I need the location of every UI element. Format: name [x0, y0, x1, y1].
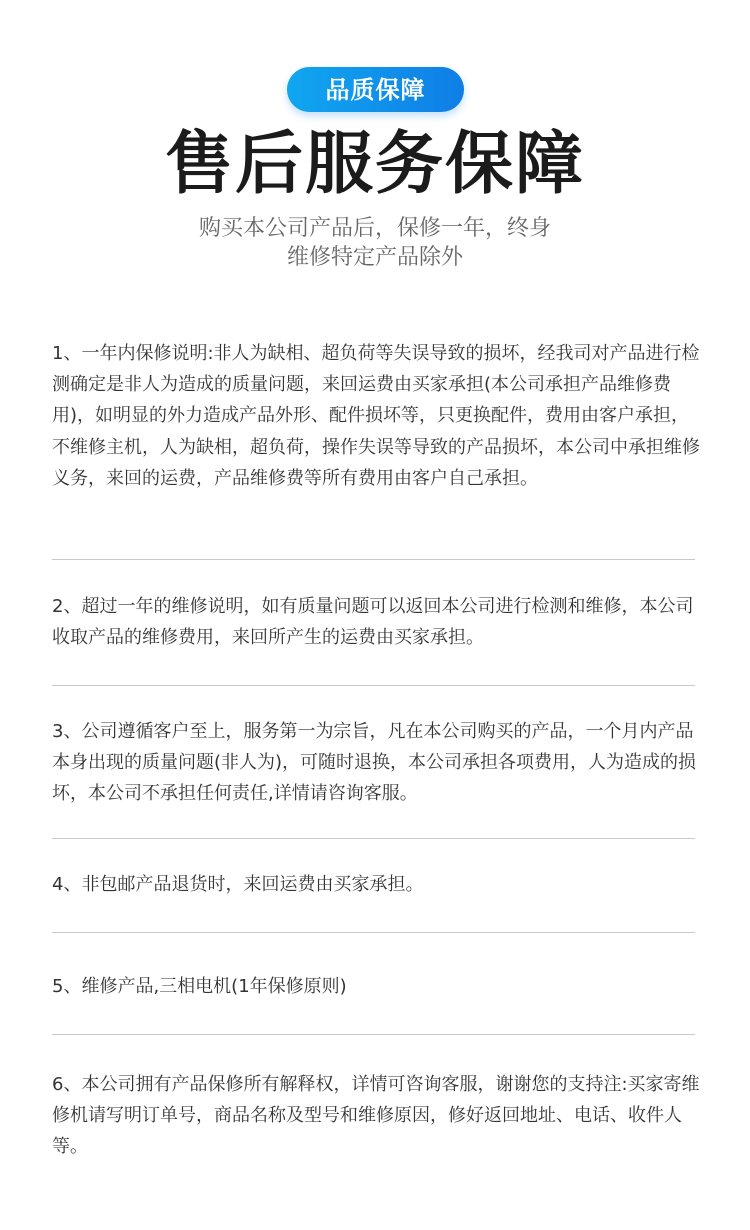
policy-item-6: 6、本公司拥有产品保修所有解释权，详情可咨询客服，谢谢您的支持注:买家寄维修机请写明订单号，商品名称及型号和维修原因，修好返回地址、电话、收件人等。	[52, 1074, 700, 1158]
divider	[52, 685, 695, 686]
policy-item-4: 4、非包邮产品退货时，来回运费由买家承担。	[52, 874, 424, 895]
subtitle-line-1: 购买本公司产品后，保修一年，终身	[198, 216, 551, 241]
divider	[52, 932, 695, 933]
quality-badge	[287, 67, 464, 112]
policy-item-1: 1、一年内保修说明:非人为缺相、超负荷等失误导致的损坏，经我司对产品进行检测确定是非人为造成的质量问题，来回运费由买家承担(本公司承担产品维修费用)，如明显的外力造成产品外形、配件损坏等，只更换配件，费用由客户承担，不维修主机，人为缺相，超负荷，操作失误等导致的产品损坏，本公司中承担维修义务，来回的运费，产品维修费等所有费用由客户自己承担。	[52, 343, 700, 489]
divider	[52, 1034, 695, 1035]
subtitle	[0, 214, 750, 272]
divider	[52, 838, 695, 839]
subtitle-line-2: 维修特定产品除外	[286, 245, 463, 270]
header	[0, 0, 750, 300]
badge-label: 品质保障	[325, 75, 426, 104]
divider	[52, 559, 695, 560]
policy-item-2: 2、超过一年的维修说明，如有质量问题可以返回本公司进行检测和维修，本公司收取产品的维修费用，来回所产生的运费由买家承担。	[52, 596, 694, 649]
page-title: 售后服务保障	[164, 125, 585, 204]
policy-item-3: 3、公司遵循客户至上，服务第一为宗旨，凡在本公司购买的产品，一个月内产品本身出现的质量问题(非人为)，可随时退换，本公司承担各项费用，人为造成的损坏，本公司不承担任何责任,详情请咨询客服。	[52, 721, 697, 805]
policy-item-5: 5、维修产品,三相电机(1年保修原则)	[52, 976, 347, 997]
